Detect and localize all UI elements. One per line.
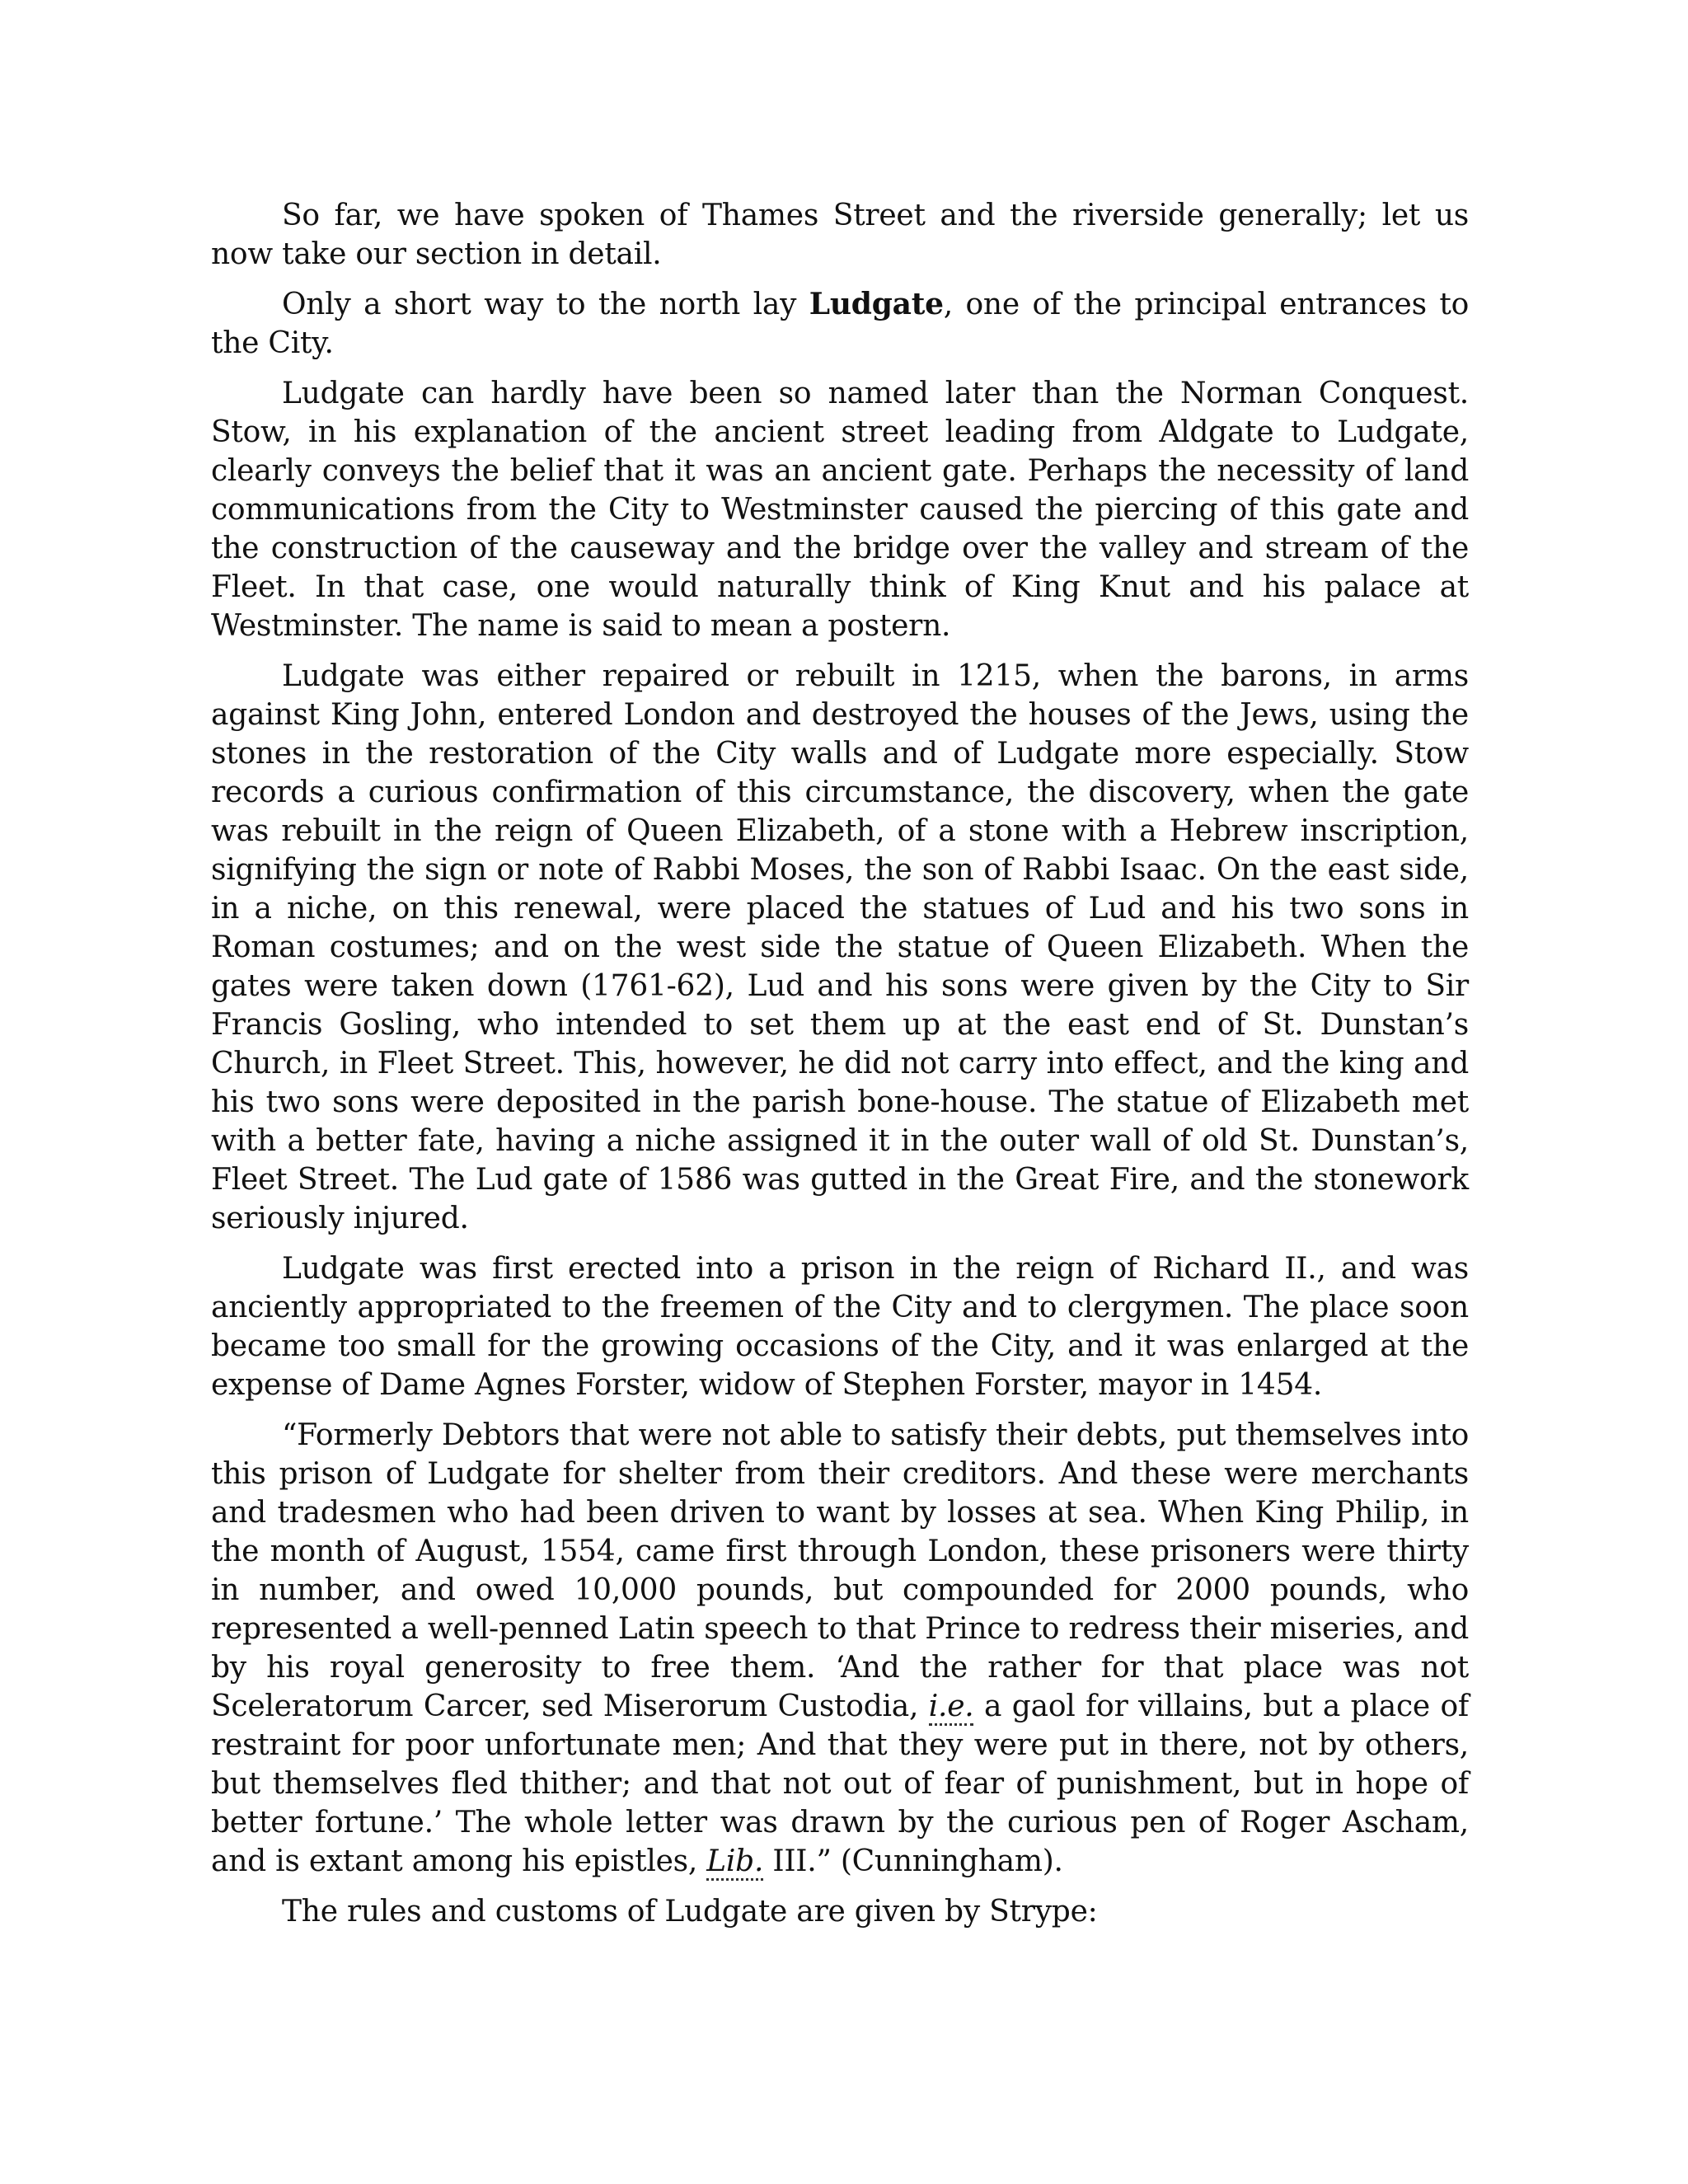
paragraph-ludgate-name: Ludgate can hardly have been so named later than the Norman Conquest. Stow, in his explanation of the ancient street leading from Aldgate to Ludgate, clearly conveys the belief that it was an ancient gate. Perhaps the necessity of land communications from the City to Westminster caused the piercing of this gate and the construction of the causeway and the bridge over the valley and stream of the Fleet. In that case, one would naturally think of King Knut and his palace at Westminster. The name is said to mean a postern. [211,377,1469,643]
document-page [211,196,1469,1931]
abbreviation-ie[interactable]: i.e. [929,1690,974,1726]
abbreviation-lib[interactable]: Lib. [706,1844,763,1881]
ludgate-bold-term: Ludgate [809,287,944,321]
paragraph-ludgate-rebuilt: Ludgate was either repaired or rebuilt in 1215, when the barons, in arms against King John, entered London and destroyed the houses of the Jews, using the stones in the restoration of the City walls and of Ludgate more especially. Stow records a curious confirmation of this circumstance, the discovery, when the gate was rebuilt in the reign of Queen Elizabeth, of a stone with a Hebrew inscription, signifying the sign or note of Rabbi Moses, the son of Rabbi Isaac. On the east side, in a niche, on this renewal, were placed the statues of Lud and his two sons in Roman costumes; and on the west side the statue of Queen Elizabeth. When the gates were taken down (1761-62), Lud and his sons were given by the City to Sir Francis Gosling, who intended to set them up at the east end of St. Dunstan’s Church, in Fleet Street. This, however, he did not carry into effect, and the king and his two sons were deposited in the parish bone-house. The statue of Elizabeth met with a better fate, having a niche assigned it in the outer wall of old St. Dunstan’s, Fleet Street. The Lud gate of 1586 was gutted in the Great Fire, and the stonework seriously injured. [211,659,1469,1235]
paragraph-rules-intro: The rules and customs of Ludgate are given by Strype: [282,1895,1098,1929]
paragraph-intro: So far, we have spoken of Thames Street and the riverside generally; let us now take our section in detail. [211,199,1469,271]
paragraph-ludgate-prison: Ludgate was first erected into a prison in the reign of Richard II., and was anciently appropriated to the freemen of the City and to clergymen. The place soon became too small for the growing occasions of the City, and it was enlarged at the expense of Dame Agnes Forster, widow of Stephen Forster, mayor in 1454. [211,1252,1469,1402]
paragraph-ludgate-location: Only a short way to the north lay Ludgate, one of the principal entrances to the City. [211,287,1469,360]
paragraph-debtors-quote: “Formerly Debtors that were not able to satisfy their debts, put themselves into this prison of Ludgate for shelter from their creditors. And these were merchants and tradesmen who had been driven to want by losses at sea. When King Philip, in the month of August, 1554, came first through London, these prisoners were thirty in number, and owed 10,000 pounds, but compounded for 2000 pounds, who represented a well-penned Latin speech to that Prince to redress their miseries, and by his royal generosity to free them. ‘And the rather for that place was not Sceleratorum Carcer, sed Miserorum Custodia, i.e. a gaol for villains, but a place of restraint for poor unfortunate men; And that they were put in there, not by others, but themselves fled thither; and that not out of fear of punishment, but in hope of better fortune.’ The whole letter was drawn by the curious pen of Roger Ascham, and is extant among his epistles, Lib. III.” (Cunningham). [211,1416,1469,1881]
